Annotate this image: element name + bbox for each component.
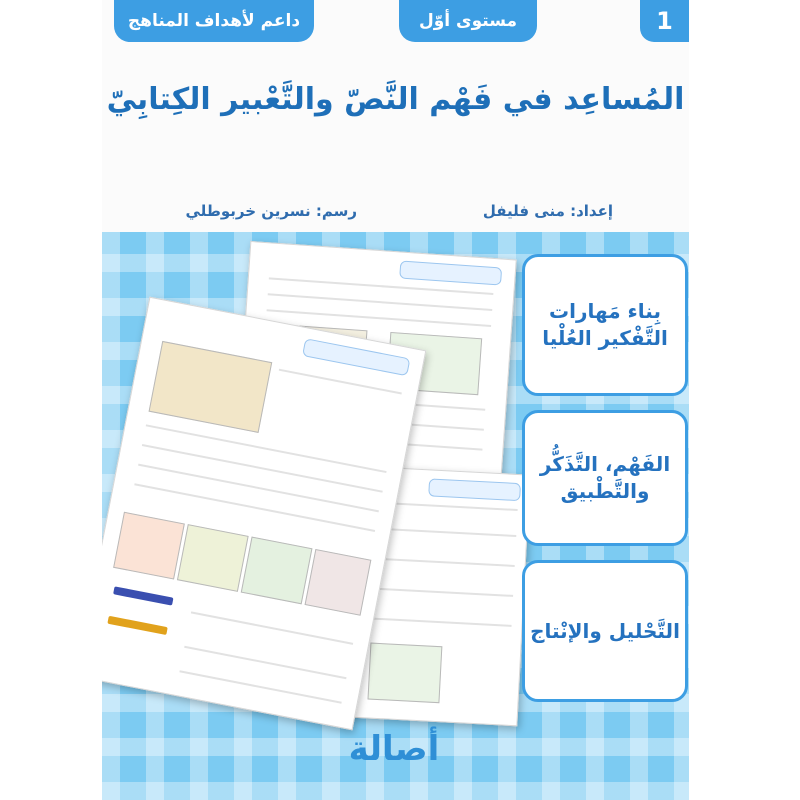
book-title: المُساعِد في فَهْم النَّصّ والتَّعْبير الكِتابِيّ [106, 82, 685, 117]
level-tab: مستوى أوّل [399, 0, 537, 42]
credits [102, 198, 689, 228]
publisher-logo: أصالة [348, 729, 440, 769]
volume-number-tab: 1 [640, 0, 689, 42]
author-credit: إعداد: منى فليفل [482, 202, 613, 220]
illustrator-credit: رسم: نسرين خربوطلي [185, 202, 357, 220]
skill-box-analysis: التَّحْليل والإنْتاج [522, 560, 688, 702]
curriculum-tab: داعم لأهداف المناهج [114, 0, 314, 42]
skill-box-higher-thinking: بِناء مَهارات التَّفْكير العُلْيا [522, 254, 688, 396]
book-cover [102, 0, 689, 800]
skill-box-comprehension: الفَهْم، التَّذَكُّر والتَّطْبيق [522, 410, 688, 546]
